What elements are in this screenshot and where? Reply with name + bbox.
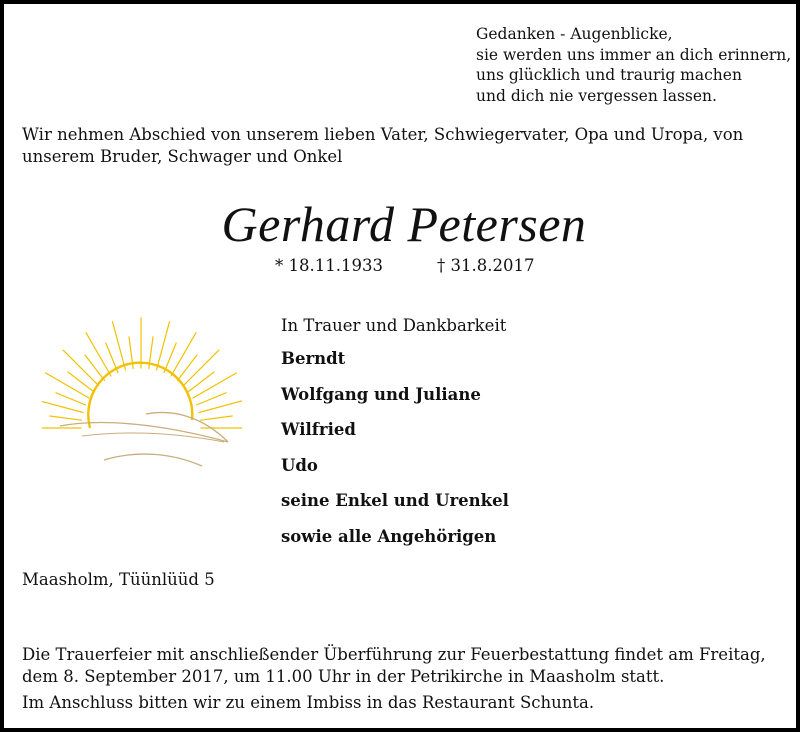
poem-line: sie werden uns immer an dich erinnern, (476, 45, 792, 64)
reception-note: Im Anschluss bitten wir zu einem Imbiss in das Restaurant Schunta. (22, 693, 595, 712)
mourner-name: Wolfgang und Juliane (281, 384, 481, 404)
sun-ray (201, 416, 233, 420)
hill-line-front (104, 454, 202, 466)
deceased-name: Gerhard Petersen (221, 196, 587, 252)
poem-line: Gedanken - Augenblicke, (476, 25, 673, 43)
poem (476, 24, 791, 106)
sun-ray (196, 393, 226, 405)
sun-ray (193, 373, 236, 398)
sun-ray (171, 333, 196, 376)
mourner-name: Wilfried (281, 420, 356, 439)
mourner-name: Udo (281, 455, 318, 475)
rising-sun-icon (42, 310, 242, 470)
sun-ray (86, 333, 111, 376)
address: Maasholm, Tüünlüüd 5 (22, 570, 215, 589)
mourner-name: Berndt (281, 349, 346, 368)
death-date: † 31.8.2017 (437, 256, 535, 275)
funeral-details: Die Trauerfeier mit anschließender Überführung zur Feuerbestattung findet am Freitag, dem 8. September 2017, um 11.00 Uhr in der Petrikirche in Maasholm statt. (22, 645, 766, 686)
sun-ray (183, 350, 218, 385)
sun-ray (50, 416, 82, 420)
mourners-heading: In Trauer und Dankbarkeit (281, 316, 507, 335)
intro-text: Wir nehmen Abschied von unserem lieben Vater, Schwiegervater, Opa und Uropa, von unserem Bruder, Schwager und Onkel (22, 125, 744, 166)
poem-line: uns glücklich und traurig machen (476, 66, 742, 84)
mourner-name: sowie alle Angehörigen (281, 526, 497, 546)
mourners-block (281, 314, 509, 560)
hill-line-shade (82, 433, 224, 442)
sun-disc (88, 363, 192, 428)
sun-rays (42, 318, 242, 428)
poem-line: und dich nie vergessen lassen. (476, 86, 717, 105)
sun-ray (46, 373, 89, 398)
sun-ray (56, 393, 86, 405)
birth-date: * 18.11.1933 (275, 256, 383, 275)
mourner-name: seine Enkel und Urenkel (281, 491, 509, 510)
hill-line-mid (60, 423, 228, 442)
sun-ray (63, 350, 98, 385)
